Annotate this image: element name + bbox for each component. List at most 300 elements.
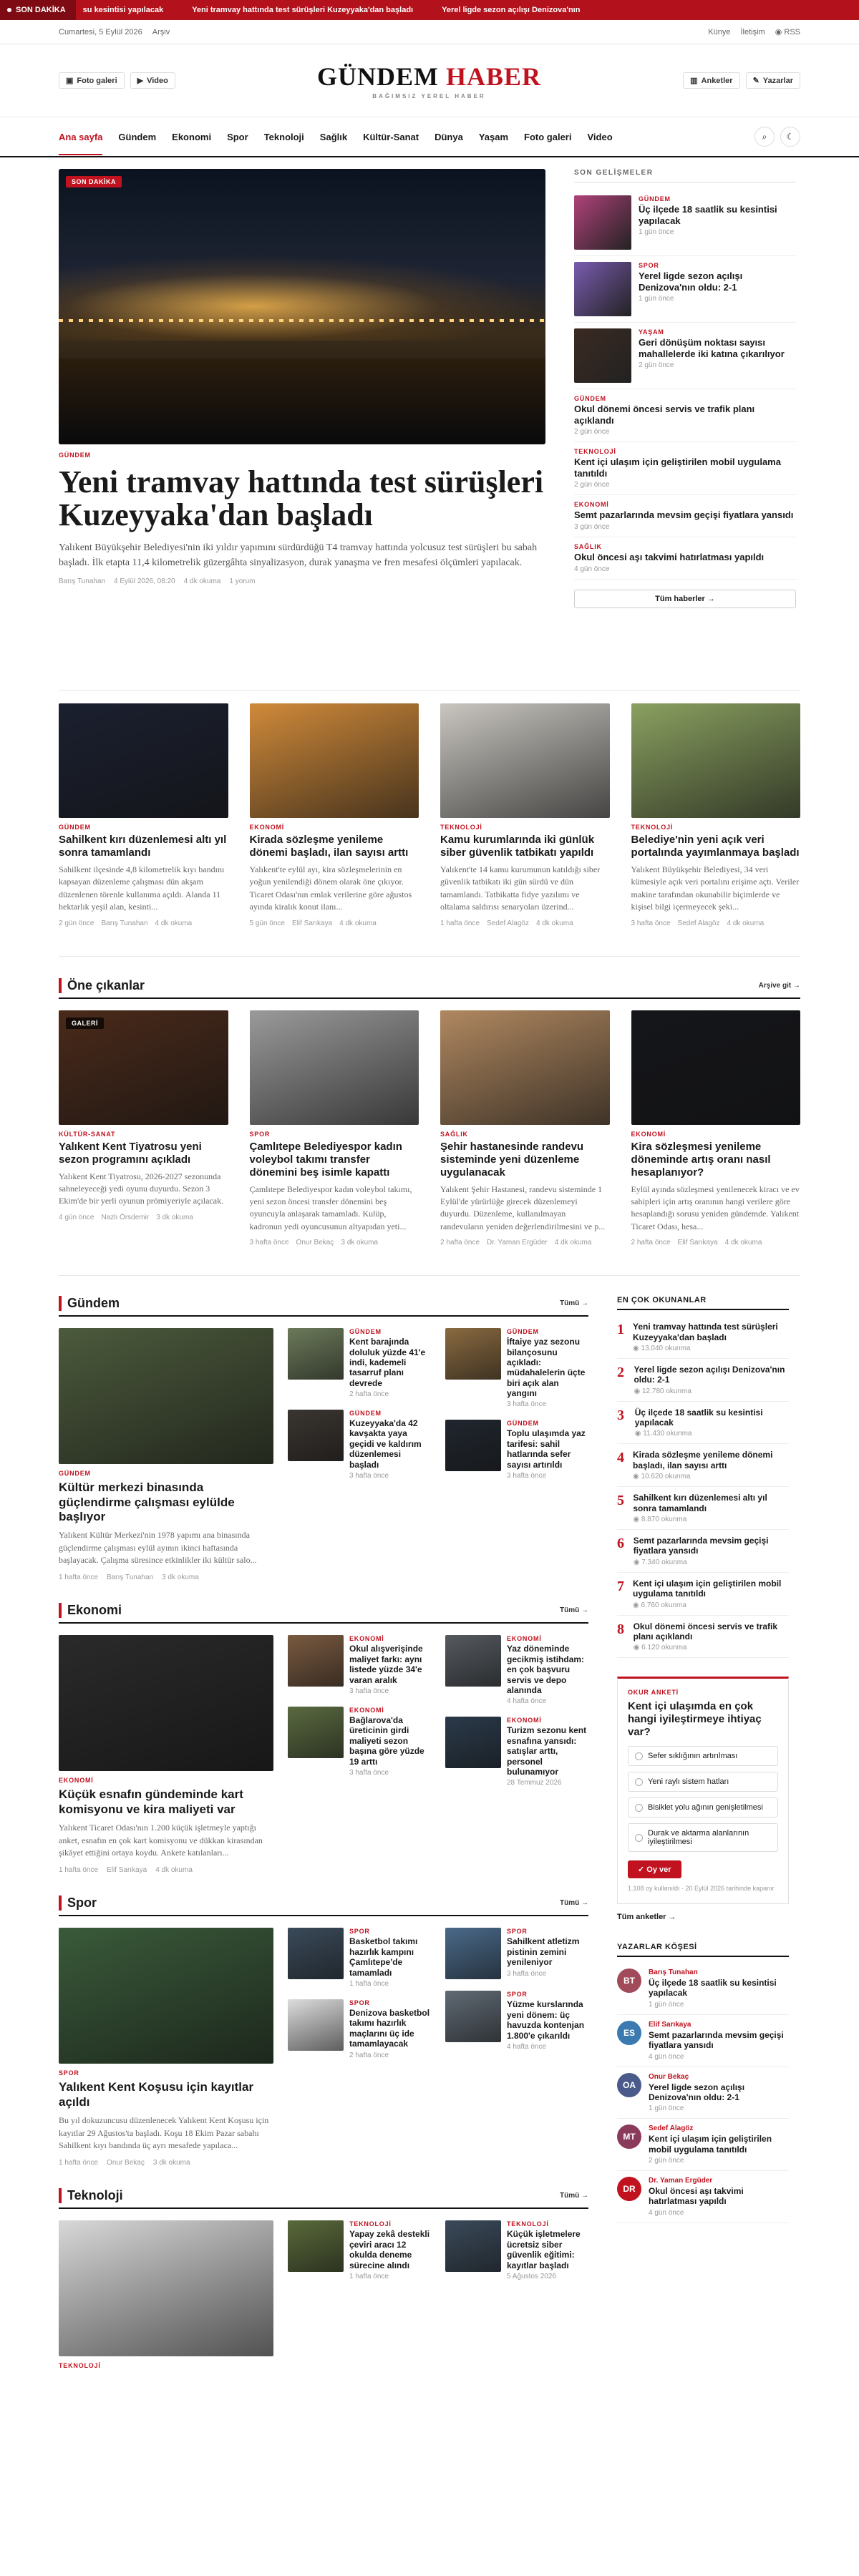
- nav-item-dunya[interactable]: Dünya: [435, 131, 463, 142]
- lead-description: Yalıkent Ticaret Odası'nın 1.200 küçük işletmeyle yaptığı anket, esnafın en çok kart komisyonu ve dükkan kirasından şikâyet ettiğini ortaya koydu. Ankete katılanları...: [59, 1823, 263, 1858]
- small-article[interactable]: [288, 2220, 431, 2280]
- radio-icon: [635, 1778, 643, 1786]
- all-polls-link[interactable]: Tüm anketler →: [617, 1912, 676, 1921]
- section-title[interactable]: Spor: [59, 1896, 97, 1911]
- see-all-link[interactable]: Tümü →: [560, 1299, 588, 1308]
- card-image[interactable]: [250, 1010, 419, 1125]
- nav-item-spor[interactable]: Spor: [227, 131, 248, 142]
- lead-image[interactable]: [59, 2220, 273, 2356]
- card-image[interactable]: [250, 703, 419, 818]
- small-text: [507, 1635, 588, 1705]
- card-image[interactable]: [631, 703, 801, 818]
- category-section: [59, 1603, 588, 1874]
- small-title[interactable]: Basketbol takımı hazırlık kampını Çamlıtepe'de tamamladı: [349, 1936, 418, 1978]
- writer-article-title[interactable]: Kent içi ulaşım için geliştirilen mobil uygulama tanıtıldı: [649, 2134, 772, 2155]
- small-thumbnail[interactable]: [288, 1328, 344, 1380]
- eye-icon: ◉: [633, 1473, 641, 1481]
- section-title[interactable]: Gündem: [59, 1296, 120, 1311]
- card-title[interactable]: Şehir hastanesinde randevu sisteminde yeni düzenleme uygulanacak: [440, 1140, 584, 1179]
- hero-description: Yalıkent Büyükşehir Belediyesi'nin iki yıldır yapımını sürdürdüğü T4 tramvay hattında yolcusuz test sürüşleri bu sabah başladı. İlk etapta 11,4 kilometrelik güzergâhta sinyalizasyon, durak yanaşma ve fren mesafesi ölçümleri yapılacak.: [59, 542, 538, 569]
- breaking-badge: SON DAKİKA: [66, 176, 122, 187]
- nav-item-yasam[interactable]: Yaşam: [478, 131, 509, 142]
- most-read-item[interactable]: [617, 1444, 789, 1487]
- small-thumbnail[interactable]: [288, 2220, 344, 2272]
- card-meta: [250, 1239, 419, 1246]
- card-category[interactable]: KÜLTÜR-SANAT: [59, 1130, 116, 1138]
- card-meta: [440, 1239, 610, 1246]
- ticker-item[interactable]: Yeni tramvay hattında test sürüşleri Kuzeyyaka'dan başladı: [192, 6, 414, 14]
- news-card[interactable]: [440, 1010, 610, 1247]
- small-column: [445, 2220, 588, 2376]
- avatar[interactable]: DR: [617, 2177, 641, 2201]
- meta-item: Sedef Alagöz: [487, 919, 529, 927]
- news-card[interactable]: [440, 703, 610, 927]
- pen-icon: ✎: [752, 77, 759, 85]
- most-read-item[interactable]: [617, 1402, 789, 1445]
- small-title[interactable]: İftaiye yaz sezonu bilançosunu açıkladı: müdahalelerin üçte biri açık alan yangını: [507, 1337, 586, 1399]
- writer-name[interactable]: Onur Bekaç: [649, 2072, 689, 2081]
- meta-item: 5 gün önce: [249, 919, 285, 927]
- poll-option[interactable]: Bisiklet yolu ağının genişletilmesi: [628, 1797, 778, 1818]
- small-title[interactable]: Denizova basketbol takımı hazırlık maçlarını üç ide tamamlayacak: [349, 2007, 430, 2049]
- lead-category[interactable]: EKONOMİ: [59, 1777, 94, 1785]
- card-description: Yalıkent Kent Tiyatrosu, 2026-2027 sezonunda sahneleyeceği yedi oyunu duyurdu. Sezon 3 Ekim'de bir yerli oyunun prömiyeriyle açılacak.: [59, 1171, 224, 1206]
- card-image[interactable]: [59, 703, 228, 818]
- small-article[interactable]: [445, 1991, 588, 2051]
- small-thumbnail[interactable]: [445, 1991, 501, 2042]
- small-category[interactable]: EKONOMİ: [349, 1635, 384, 1643]
- lead-article[interactable]: [59, 1635, 273, 1874]
- section-header: [59, 1896, 588, 1916]
- small-category[interactable]: EKONOMİ: [507, 1635, 542, 1643]
- small-text: [349, 2220, 431, 2280]
- rank-title[interactable]: Kent içi ulaşım için geliştirilen mobil uygulama tanıtıldı: [633, 1578, 782, 1599]
- small-thumbnail[interactable]: [445, 1928, 501, 1979]
- writer-name[interactable]: Dr. Yaman Ergüder: [649, 2177, 713, 2185]
- small-article[interactable]: [288, 1410, 431, 1480]
- small-time: 3 hafta önce: [349, 1687, 389, 1696]
- small-category[interactable]: TEKNOLOJİ: [507, 2220, 549, 2228]
- small-article[interactable]: [445, 1328, 588, 1408]
- small-thumbnail[interactable]: [288, 1410, 344, 1461]
- view-count: 8.870 okunma: [641, 1516, 687, 1524]
- news-card[interactable]: [59, 703, 228, 927]
- small-thumbnail[interactable]: [288, 1635, 344, 1687]
- meta-item: Elif Sarıkaya: [107, 1866, 147, 1875]
- small-category[interactable]: SPOR: [507, 1928, 528, 1936]
- most-read-item[interactable]: [617, 1359, 789, 1402]
- meta-item: 1 hafta önce: [59, 1574, 99, 1582]
- lead-category[interactable]: SPOR: [59, 2069, 79, 2077]
- nav-item-video[interactable]: Video: [587, 131, 613, 142]
- small-title[interactable]: Yaz döneminde gecikmiş istihdam: en çok başvuru servis ve depo alanında: [507, 1644, 585, 1696]
- writer-time: 4 gün önce: [649, 2208, 684, 2217]
- article-category[interactable]: TEKNOLOJİ: [574, 448, 616, 456]
- writer-text: [649, 2073, 789, 2113]
- section-title[interactable]: Ekonomi: [59, 1603, 122, 1618]
- sidebar-article[interactable]: [574, 190, 796, 256]
- card-meta: [631, 1239, 801, 1246]
- poll-option[interactable]: Durak ve aktarma alanlarının iyileştirilmesi: [628, 1823, 778, 1852]
- vote-button[interactable]: ✓ Oy ver: [628, 1860, 681, 1878]
- card-category[interactable]: TEKNOLOJİ: [440, 824, 482, 831]
- meta-item: 2 gün önce: [59, 919, 94, 927]
- hero-image[interactable]: [59, 169, 545, 444]
- card-category[interactable]: TEKNOLOJİ: [631, 824, 674, 831]
- small-category[interactable]: GÜNDEM: [349, 1328, 382, 1336]
- meta-item: Nazlı Örsdemir: [101, 1213, 150, 1221]
- most-read-title: EN ÇOK OKUNANLAR: [617, 1296, 789, 1310]
- card-category[interactable]: GÜNDEM: [59, 824, 91, 831]
- card-title[interactable]: Sahilkent kırı düzenlemesi altı yıl sonra tamamlandı: [59, 834, 227, 859]
- avatar[interactable]: OA: [617, 2073, 641, 2097]
- writer-item[interactable]: [617, 2119, 789, 2171]
- most-read-item[interactable]: [617, 1616, 789, 1659]
- small-article[interactable]: [445, 1928, 588, 1979]
- writer-time: 2 gün önce: [649, 2157, 684, 2165]
- card-category[interactable]: EKONOMİ: [631, 1130, 666, 1138]
- small-category[interactable]: SPOR: [349, 1999, 370, 2006]
- card-image[interactable]: [631, 1010, 801, 1125]
- small-time: 1 hafta önce: [349, 2272, 389, 2280]
- section-title[interactable]: Teknoloji: [59, 2188, 123, 2203]
- card-category[interactable]: SAĞLIK: [440, 1130, 468, 1138]
- small-thumbnail[interactable]: [445, 1717, 501, 1768]
- rank-title[interactable]: Semt pazarlarında mevsim geçişi fiyatlara yansıdı: [633, 1536, 769, 1556]
- small-text: [507, 1328, 588, 1408]
- card-image[interactable]: [440, 1010, 610, 1125]
- article-title[interactable]: Okul dönemi öncesi servis ve trafik planı açıklandı: [574, 404, 755, 426]
- nav-item-gundem[interactable]: Gündem: [118, 131, 157, 142]
- small-article[interactable]: [288, 1635, 431, 1695]
- small-article[interactable]: [445, 2220, 588, 2280]
- polls-button[interactable]: ▥ Anketler: [683, 72, 739, 89]
- small-title[interactable]: Yapay zekâ destekli çeviri aracı 12 okulda deneme sürecine alındı: [349, 2229, 430, 2270]
- rank-title[interactable]: Sahilkent kırı düzenlemesi altı yıl sonra tamamlandı: [633, 1493, 767, 1513]
- small-article[interactable]: [288, 1328, 431, 1398]
- nav-item-saglik[interactable]: Sağlık: [319, 131, 348, 142]
- lead-category[interactable]: GÜNDEM: [59, 1470, 91, 1478]
- rank-text: [633, 1493, 789, 1523]
- lead-category[interactable]: TEKNOLOJİ: [59, 2362, 101, 2370]
- writer-text: [649, 2177, 789, 2217]
- hero-title[interactable]: Yeni tramvay hattında test sürüşleri Kuzeyyaka'dan başladı: [59, 464, 544, 533]
- gallery-badge: GALERİ: [66, 1018, 104, 1029]
- meta-item: Sedef Alagöz: [677, 919, 720, 927]
- lead-title[interactable]: Kültür merkezi binasında güçlendirme çalışması eylülde başlıyor: [59, 1480, 235, 1523]
- meta-item: Elif Sarıkaya: [677, 1239, 718, 1247]
- small-title[interactable]: Bağlarova'da üreticinin girdi maliyeti sezon başına göre yüzde 19 arttı: [349, 1715, 424, 1767]
- search-icon[interactable]: ⌕: [754, 127, 775, 147]
- card-title[interactable]: Yalıkent Kent Tiyatrosu yeni sezon programını açıkladı: [59, 1140, 202, 1166]
- small-thumbnail[interactable]: [288, 1999, 344, 2051]
- small-category[interactable]: GÜNDEM: [507, 1328, 539, 1336]
- small-column: [445, 1635, 588, 1874]
- sidebar-article[interactable]: [574, 323, 796, 389]
- most-read: [617, 1296, 789, 1658]
- news-row: [59, 690, 800, 927]
- archive-link[interactable]: Arşiv: [152, 27, 170, 36]
- rank-title[interactable]: Okul dönemi öncesi servis ve trafik planı açıklandı: [633, 1621, 778, 1641]
- news-card[interactable]: [631, 703, 801, 927]
- writer-article-title[interactable]: Okul öncesi aşı takvimi hatırlatması yapıldı: [649, 2186, 744, 2207]
- news-card[interactable]: [631, 1010, 801, 1247]
- all-news-button[interactable]: Tüm haberler →: [574, 590, 796, 608]
- small-category[interactable]: GÜNDEM: [507, 1420, 539, 1428]
- small-title[interactable]: Sahilkent atletizm pistinin zemini yenileniyor: [507, 1936, 580, 1968]
- article-text: [574, 395, 796, 436]
- nav-item-kultur[interactable]: Kültür-Sanat: [363, 131, 419, 142]
- article-thumbnail[interactable]: [574, 328, 631, 383]
- writer-item[interactable]: [617, 2067, 789, 2119]
- ticker-item[interactable]: Yerel ligde sezon açılışı Denizova'nın: [442, 6, 581, 14]
- small-text: [349, 1928, 431, 1988]
- category-section: [59, 2188, 588, 2376]
- news-card[interactable]: [250, 703, 419, 927]
- small-title[interactable]: Yüzme kurslarında yeni dönem: üç havuzda kontenjan 1.800'e çıkarıldı: [507, 1999, 585, 2041]
- writer-item[interactable]: [617, 2015, 789, 2067]
- small-category[interactable]: EKONOMİ: [507, 1717, 542, 1724]
- lead-image[interactable]: [59, 1328, 273, 1464]
- small-text: [349, 1635, 431, 1695]
- card-title[interactable]: Kirada sözleşme yenileme dönemi başladı, ilan sayısı arttı: [249, 834, 409, 859]
- small-time: 4 hafta önce: [507, 1697, 547, 1706]
- small-article[interactable]: [445, 1635, 588, 1705]
- nav-item-teknoloji[interactable]: Teknoloji: [263, 131, 304, 142]
- card-category[interactable]: EKONOMİ: [249, 824, 285, 831]
- article-category[interactable]: GÜNDEM: [639, 195, 671, 203]
- card-title[interactable]: Kamu kurumlarında iki günlük siber güvenlik tatbikatı yapıldı: [440, 834, 595, 859]
- most-read-item[interactable]: [617, 1487, 789, 1530]
- sidebar-article[interactable]: [574, 537, 796, 580]
- rank-text: [634, 1621, 789, 1652]
- section-grid: [59, 1635, 588, 1874]
- small-time: 3 hafta önce: [507, 1400, 547, 1409]
- small-time: 28 Temmuz 2026: [507, 1779, 562, 1787]
- small-article[interactable]: [288, 1707, 431, 1777]
- writer-article-title[interactable]: Üç ilçede 18 saatlik su kesintisi yapılacak: [649, 1977, 777, 1999]
- card-title[interactable]: Belediye'nin yeni açık veri portalında yayımlanmaya başladı: [631, 834, 800, 859]
- writer-time: 4 gün önce: [649, 2052, 684, 2061]
- meta-item: 3 dk okuma: [341, 1239, 379, 1247]
- sidebar-article[interactable]: [574, 389, 796, 442]
- meta-item: 4 dk okuma: [155, 1866, 193, 1875]
- article-title[interactable]: Kent içi ulaşım için geliştirilen mobil uygulama tanıtıldı: [574, 457, 781, 479]
- card-title[interactable]: Kira sözleşmesi yenileme döneminde artış oranı nasıl hesaplanıyor?: [631, 1140, 771, 1179]
- most-read-item[interactable]: [617, 1316, 789, 1359]
- sidebar-article[interactable]: [574, 256, 796, 323]
- lead-article[interactable]: [59, 2220, 273, 2376]
- article-time: 4 gün önce: [574, 565, 610, 573]
- small-article[interactable]: [288, 1928, 431, 1988]
- nav-item-home[interactable]: Ana sayfa: [59, 132, 102, 155]
- poll-question: Kent içi ulaşımda en çok hangi iyileştirmeye ihtiyaç var?: [628, 1700, 762, 1739]
- article-thumbnail[interactable]: [574, 195, 631, 250]
- eye-icon: ◉: [634, 1430, 644, 1438]
- small-text: [507, 1420, 588, 1480]
- lead-title[interactable]: Yalıkent Kent Koşusu için kayıtlar açıldı: [59, 2080, 254, 2109]
- most-read-item[interactable]: [617, 1530, 789, 1573]
- card-image[interactable]: [440, 703, 610, 818]
- writer-name[interactable]: Elif Sarıkaya: [649, 2020, 691, 2029]
- article-thumbnail[interactable]: [574, 262, 631, 316]
- nav-item-foto[interactable]: Foto galeri: [524, 131, 572, 142]
- meta-item: 4 dk okuma: [535, 919, 573, 927]
- rank-number: 1: [617, 1322, 624, 1338]
- rank-title[interactable]: Üç ilçede 18 saatlik su kesintisi yapılacak: [634, 1407, 763, 1428]
- site-logo[interactable]: [317, 62, 541, 99]
- meta-item: 4 dk okuma: [554, 1239, 592, 1247]
- small-title[interactable]: Toplu ulaşımda yaz tarifesi: sahil hatlarında sefer sayısı artırıldı: [507, 1428, 586, 1470]
- article-category[interactable]: YAŞAM: [639, 328, 664, 336]
- small-category[interactable]: EKONOMİ: [349, 1707, 384, 1714]
- breaking-label: SON DAKİKA: [0, 0, 76, 20]
- card-image[interactable]: [59, 1010, 228, 1125]
- article-title[interactable]: Okul öncesi aşı takvimi hatırlatması yapıldı: [574, 551, 765, 562]
- writer-article-title[interactable]: Semt pazarlarında mevsim geçişi fiyatlara yansıdı: [649, 2029, 784, 2051]
- view-count: 6.760 okunma: [641, 1601, 686, 1609]
- avatar[interactable]: ES: [617, 2021, 641, 2045]
- news-card[interactable]: [250, 1010, 419, 1247]
- hero-article[interactable]: [59, 169, 545, 677]
- small-time: 3 hafta önce: [507, 1472, 547, 1480]
- rank-number: 2: [617, 1364, 624, 1380]
- most-read-item[interactable]: [617, 1573, 789, 1616]
- meta-item: Onur Bekaç: [296, 1239, 334, 1247]
- rank-title[interactable]: Yeni tramvay hattında test sürüşleri Kuzeyyaka'dan başladı: [633, 1322, 778, 1342]
- author[interactable]: Barış Tunahan: [59, 577, 106, 586]
- small-category[interactable]: SPOR: [349, 1928, 370, 1936]
- breaking-ticker[interactable]: [76, 6, 581, 14]
- news-card[interactable]: [59, 1010, 228, 1247]
- article-title[interactable]: Yerel ligde sezon açılışı Denizova'nın oldu: 2-1: [639, 270, 743, 293]
- rank-text: [635, 1407, 789, 1438]
- writer-text: [649, 2021, 789, 2061]
- lead-title[interactable]: Küçük esnafın gündeminde kart komisyonu ve kira maliyeti var: [59, 1787, 243, 1816]
- card-meta: [59, 919, 228, 927]
- rss-link[interactable]: ◉ RSS: [775, 28, 800, 36]
- article-category[interactable]: SPOR: [639, 262, 659, 269]
- nav-item-ekonomi[interactable]: Ekonomi: [172, 131, 212, 142]
- small-time: 3 hafta önce: [349, 1472, 389, 1480]
- video-button[interactable]: ▶ Video: [130, 72, 175, 89]
- article-time: 2 gün önce: [639, 361, 674, 370]
- small-thumbnail[interactable]: [445, 1635, 501, 1687]
- small-category[interactable]: TEKNOLOJİ: [349, 2220, 392, 2228]
- article-text: [574, 501, 793, 531]
- hero-meta: [59, 577, 545, 585]
- comments[interactable]: 1 yorum: [229, 577, 256, 586]
- small-thumbnail[interactable]: [445, 2220, 501, 2272]
- dark-mode-icon[interactable]: ☾: [780, 127, 800, 147]
- small-title[interactable]: Turizm sezonu kent esnafına yansıdı: satışlar arttı, personel bulunamıyor: [507, 1725, 587, 1777]
- writers-button[interactable]: ✎ Yazarlar: [746, 72, 800, 89]
- eye-icon: ◉: [633, 1601, 641, 1609]
- article-category[interactable]: SAĞLIK: [574, 542, 602, 550]
- article-category[interactable]: EKONOMİ: [574, 501, 609, 509]
- writers-title: YAZARLAR KÖŞESİ: [617, 1943, 789, 1957]
- small-title[interactable]: Okul alışverişinde maliyet farkı: aynı listede yüzde 34'e varan aralık: [349, 1644, 423, 1685]
- lead-image[interactable]: [59, 1635, 273, 1771]
- card-category[interactable]: SPOR: [249, 1130, 271, 1138]
- writer-item[interactable]: [617, 2171, 789, 2223]
- hero-category[interactable]: GÜNDEM: [59, 452, 91, 459]
- logo-tagline: BAĞIMSIZ YEREL HABER: [372, 93, 486, 99]
- card-meta: [59, 1214, 228, 1221]
- small-thumbnail[interactable]: [445, 1420, 501, 1471]
- see-all-link[interactable]: Tümü →: [560, 1606, 588, 1615]
- archive-link[interactable]: Arşive git →: [758, 981, 800, 990]
- featured-section: [59, 956, 800, 1247]
- ticker-item[interactable]: su kesintisi yapılacak: [82, 6, 164, 14]
- poll-option[interactable]: Yeni raylı sistem hatları: [628, 1772, 778, 1792]
- sidebar-article[interactable]: [574, 442, 796, 495]
- rank-title[interactable]: Yerel ligde sezon açılışı Denizova'nın oldu: 2-1: [634, 1364, 785, 1385]
- article-category[interactable]: GÜNDEM: [574, 395, 606, 402]
- small-thumbnail[interactable]: [288, 1707, 344, 1758]
- small-title[interactable]: Küçük işletmelere ücretsiz siber güvenlik eğitimi: kayıtlar başladı: [507, 2229, 581, 2270]
- see-all-link[interactable]: Tümü →: [560, 1899, 588, 1908]
- card-title[interactable]: Çamlıtepe Belediyespor kadın voleybol takımı transfer dönemini beş isimle kapattı: [249, 1140, 402, 1179]
- article-title[interactable]: Semt pazarlarında mevsim geçişi fiyatlara yansıdı: [574, 509, 794, 521]
- view-count: 10.620 okunma: [641, 1473, 691, 1481]
- small-article[interactable]: [288, 1999, 431, 2059]
- rank-number: 4: [617, 1450, 624, 1466]
- meta-item: 2 hafta önce: [440, 1239, 480, 1247]
- eye-icon: ◉: [634, 1387, 642, 1395]
- sidebar-article[interactable]: [574, 495, 796, 537]
- writer-name[interactable]: Sedef Alagöz: [649, 2124, 694, 2133]
- article-title[interactable]: Geri dönüşüm noktası sayısı mahallelerde iki katına çıkarılıyor: [639, 337, 785, 359]
- small-title[interactable]: Kent barajında doluluk yüzde 41'e indi, kademeli tasarruf planı devrede: [349, 1337, 426, 1388]
- contact-link[interactable]: İletişim: [740, 27, 765, 36]
- avatar[interactable]: MT: [617, 2124, 641, 2149]
- writer-name[interactable]: Barış Tunahan: [649, 1968, 698, 1976]
- lead-image[interactable]: [59, 1928, 273, 2064]
- reader-poll: [617, 1677, 789, 1904]
- imprint-link[interactable]: Künye: [708, 27, 731, 36]
- meta-item: 1 hafta önce: [59, 1866, 99, 1875]
- section-grid: [59, 1928, 588, 2167]
- writer-item[interactable]: [617, 1963, 789, 2015]
- see-all-link[interactable]: Tümü →: [560, 2192, 588, 2200]
- avatar[interactable]: BT: [617, 1968, 641, 1993]
- small-thumbnail[interactable]: [445, 1328, 501, 1380]
- small-title[interactable]: Kuzeyyaka'da 42 kavşakta yaya geçidi ve kaldırım düzenlemesi başladı: [349, 1418, 422, 1470]
- small-time: 1 hafta önce: [349, 1979, 389, 1988]
- sidebar-heading: SON GELİŞMELER: [574, 169, 796, 182]
- small-text: [349, 1707, 431, 1777]
- lead-article[interactable]: [59, 1328, 273, 1581]
- article-title[interactable]: Üç ilçede 18 saatlik su kesintisi yapılacak: [639, 204, 777, 226]
- small-category[interactable]: GÜNDEM: [349, 1410, 382, 1418]
- writer-text: [649, 2124, 789, 2165]
- poll-option[interactable]: Sefer sıklığının artırılması: [628, 1746, 778, 1766]
- writer-article-title[interactable]: Yerel ligde sezon açılışı Denizova'nın oldu: 2-1: [649, 2082, 745, 2102]
- small-time: 3 hafta önce: [507, 1969, 547, 1978]
- utility-bar: [0, 20, 859, 44]
- small-article[interactable]: [445, 1420, 588, 1480]
- rank-title[interactable]: Kirada sözleşme yenileme dönemi başladı, ilan sayısı arttı: [633, 1450, 773, 1470]
- small-category[interactable]: SPOR: [507, 1991, 528, 1999]
- section-title: Öne çıkanlar: [59, 978, 145, 993]
- eye-icon: ◉: [633, 1644, 642, 1652]
- small-article[interactable]: [445, 1717, 588, 1787]
- small-thumbnail[interactable]: [288, 1928, 344, 1979]
- card-description: Eylül ayında sözleşmesi yenilenecek kiracı ve ev sahipleri için artış oranının hangi verilere göre hesaplandığı sorusu yeniden gündemde. Yalıkent Ticaret Odası, hesa...: [631, 1184, 800, 1231]
- lead-article[interactable]: [59, 1928, 273, 2167]
- photo-gallery-button[interactable]: ▣ Foto galeri: [59, 72, 125, 89]
